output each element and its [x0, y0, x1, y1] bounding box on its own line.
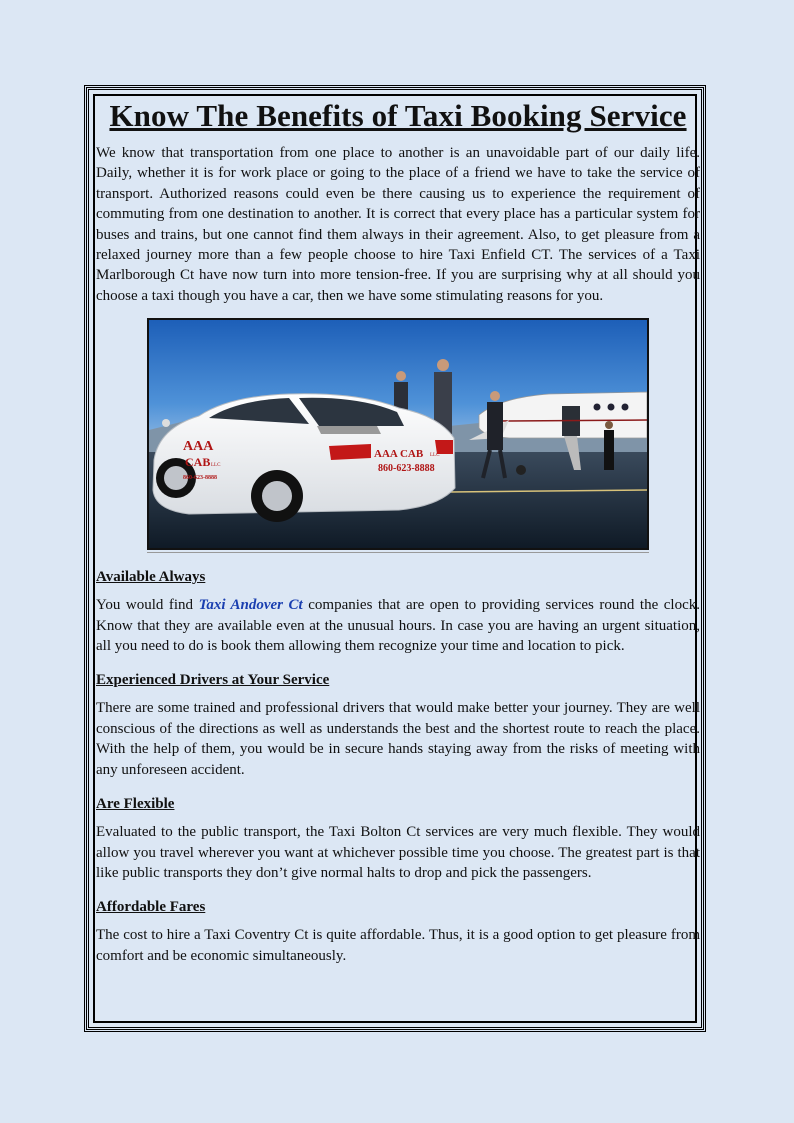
car-side-brand2: CAB — [185, 455, 211, 470]
car-rear-suffix: LLC — [430, 453, 440, 459]
article — [96, 95, 700, 966]
section-paragraph: Evaluated to the public transport, the Taxi Bolton Ct services are very much flexible. They would allow you travel wherever you want at whichever possible time you choose. The greatest part is that like public transports they don’t give normal halts to drop and pick the passengers. — [96, 824, 700, 881]
taxi-photo — [147, 318, 649, 550]
intro-paragraph: We know that transportation from one place to another is an unavoidable part of our daily life. Daily, whether it is for work place or going to the place of a friend we have to take the service of transport. Authorized reasons could even be there causing us to experience the requirement of commuting from one destination to another. It is correct that every place has a particular system for buses and trains, but one cannot find them always in their agreement. Also, to get pleasure from a relaxed journey more than a few people choose to hire Taxi Enfield CT. The services of a Taxi Marlborough Ct have now turn into more tension-free. If you are surprising why at all should you choose a taxi though you have a car, then we have some stimulating reasons for you. — [96, 145, 700, 304]
taxi-andover-link[interactable]: Taxi Andover Ct — [198, 597, 303, 614]
section-heading: Experienced Drivers at Your Service — [96, 672, 330, 689]
photo-shadow — [147, 550, 649, 553]
car-rear-brand: AAA CAB — [374, 448, 424, 461]
car-rear-phone: 860-623-8888 — [378, 463, 435, 475]
section-heading: Available Always — [96, 569, 206, 586]
text-span: companies that are open to providing services round the clock. Know that they are available even at the unusual hours. In case you are having an urgent situation, all you need to do is book them allowing them recognize your time and location to pick. — [96, 597, 701, 655]
section-paragraph: There are some trained and professional drivers that would make better your journey. They are well conscious of the directions as well as understands the best and the shortest route to reach the place. With the help of them, you would be in secure hands staying away from the risks of meeting with any unforeseen accident. — [96, 700, 700, 778]
car-side-phone: 860-623-8888 — [183, 475, 217, 482]
car-side-brand: AAA — [183, 439, 214, 455]
section-heading: Affordable Fares — [96, 899, 206, 916]
section-paragraph: The cost to hire a Taxi Coventry Ct is quite affordable. Thus, it is a good option to get pleasure from comfort and be economic simultaneously. — [96, 927, 700, 964]
taxi-airport-illustration — [149, 320, 647, 548]
page-title: Know The Benefits of Taxi Booking Service — [109, 98, 687, 133]
text-span: You would find — [96, 597, 199, 614]
car-side-suffix: LLC — [211, 463, 221, 469]
section-paragraph — [96, 595, 700, 656]
section-heading: Are Flexible — [96, 796, 175, 813]
